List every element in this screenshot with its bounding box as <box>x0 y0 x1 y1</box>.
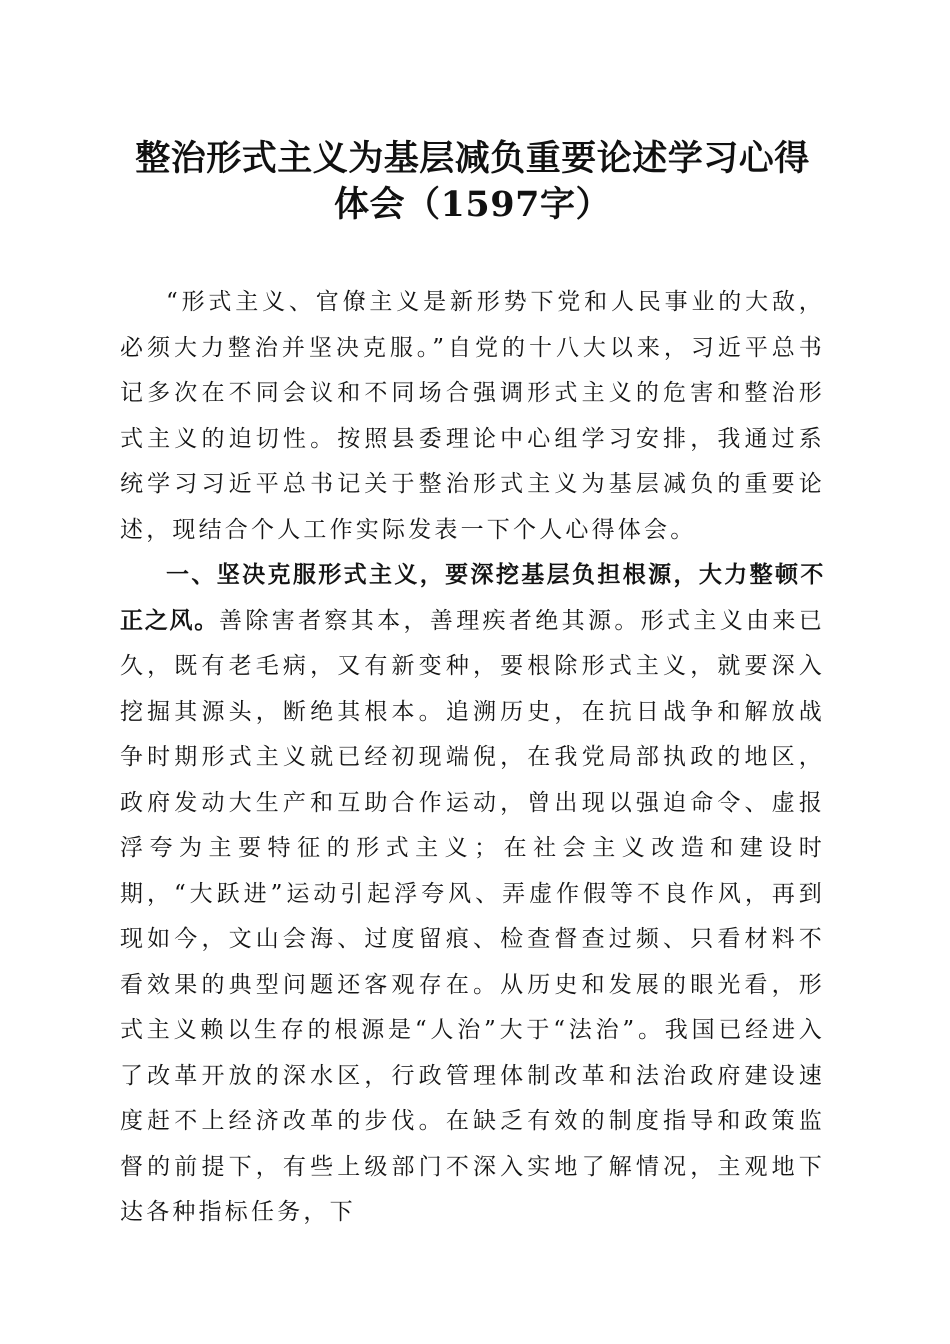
section-one-paragraph <box>120 553 825 1236</box>
paragraph-text: 善除害者察其本，善理疾者绝其源。形式主义由来已久，既有老毛病，又有新变种，要根除形式主义，就要深入挖掘其源头，断绝其根本。追溯历史，在抗日战争和解放战争时期形式主义就已经初现端倪，在我党局部执政的地区，政府发动大生产和互助合作运动，曾出现以强迫命令、虚报浮夸为主要特征的形式主义；在社会主义改造和建设时期，“大跃进”运动引起浮夸风、弄虚作假等不良作风，再到现如今，文山会海、过度留痕、检查督查过频、只看材料不看效果的典型问题还客观存在。从历史和发展的眼光看，形式主义赖以生存的根源是“人治”大于“法治”。我国已经进入了改革开放的深水区，行政管理体制改革和法治政府建设速度赶不上经济改革的步伐。在缺乏有效的制度指导和政策监督的前提下，有些上级部门不深入实地了解情况，主观地下达各种指标任务，下 <box>120 607 825 1225</box>
paragraph-text: “形式主义、官僚主义是新形势下党和人民事业的大敌，必须大力整治并坚决克服。”自党的十八大以来，习近平总书记多次在不同会议和不同场合强调形式主义的危害和整治形式主义的迫切性。按照县委理论中心组学习安排，我通过系统学习习近平总书记关于整治形式主义为基层减负的重要论述，现结合个人工作实际发表一下个人心得体会。 <box>120 289 825 543</box>
document-body <box>120 280 825 1236</box>
section-heading: 一、坚决克服形式主义，要深挖基层负担根源，大力整顿不正之风。 <box>120 562 825 634</box>
intro-paragraph <box>120 280 825 553</box>
document-title: 整治形式主义为基层减负重要论述学习心得体会（1597字） <box>135 138 810 225</box>
